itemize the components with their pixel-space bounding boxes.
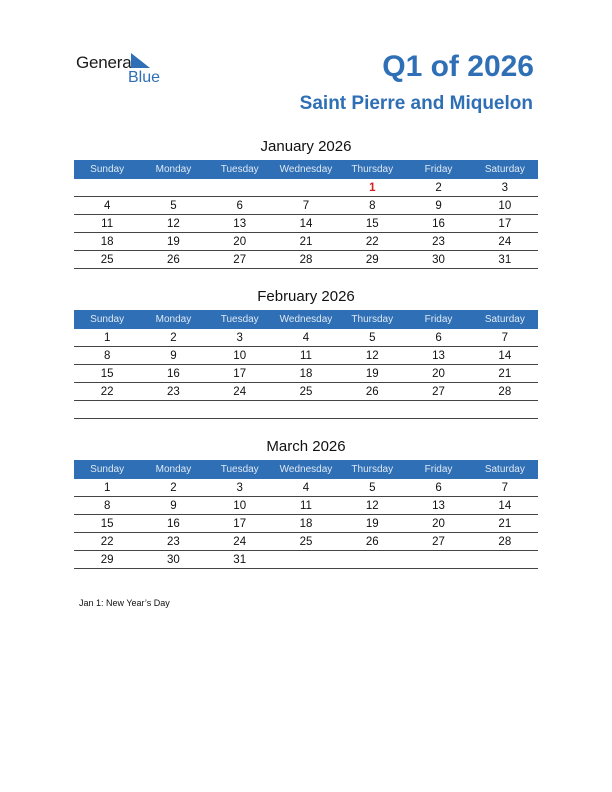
day-cell: 5 [369,331,376,344]
logo-general-text: General [76,53,136,72]
day-cell: 7 [501,331,509,344]
weekday-label: Friday [424,464,453,475]
weekday-label: Saturday [484,314,525,325]
day-cell: 24 [498,235,512,248]
weekday-label: Wednesday [279,464,333,475]
day-cell: 14 [299,217,313,230]
day-cell: 11 [300,349,312,362]
day-cell: 7 [501,481,509,494]
day-cell: 23 [167,535,180,548]
day-cell: 3 [501,181,509,194]
day-cell: 20 [233,235,247,248]
day-cell: 26 [167,253,180,266]
weekday-label: Friday [424,314,453,325]
week-row [74,347,538,365]
day-cell: 28 [498,385,512,398]
day-cell: 15 [365,217,379,230]
day-cell: 31 [233,553,247,566]
day-cell: 26 [365,385,379,398]
weekday-label: Sunday [90,314,125,325]
day-cell: 14 [498,349,512,362]
day-cell: 4 [302,331,310,344]
week-row [74,197,538,215]
weekday-label: Thursday [351,464,394,475]
day-cell: 23 [432,235,445,248]
holiday-day-cell: 1 [369,181,376,194]
day-cell: 19 [167,235,180,248]
day-cell: 12 [365,349,379,362]
day-cell: 30 [167,553,180,566]
day-cell: 30 [432,253,445,266]
day-cell: 16 [167,517,180,530]
day-cell: 5 [170,199,177,212]
day-cell: 18 [299,517,313,530]
day-grid [74,329,538,419]
day-cell: 6 [435,481,442,494]
day-cell: 20 [432,517,445,530]
day-cell: 11 [101,217,114,230]
day-cell: 13 [432,349,445,362]
month-february [74,288,538,419]
week-row [74,497,538,515]
day-cell: 8 [103,349,111,362]
day-cell: 7 [302,199,310,212]
day-cell: 8 [103,499,111,512]
day-cell: 2 [170,331,177,344]
weekday-label: Tuesday [220,464,259,475]
day-cell: 19 [365,367,379,380]
weekday-label: Wednesday [279,314,333,325]
day-cell: 15 [100,517,114,530]
day-cell: 9 [435,199,442,212]
day-cell: 13 [233,217,247,230]
day-cell: 15 [100,367,114,380]
weekday-header [74,160,538,179]
day-cell: 24 [233,535,247,548]
week-row [74,365,538,383]
weekday-label: Sunday [90,464,125,475]
day-cell: 16 [432,217,445,230]
day-cell: 18 [299,367,313,380]
day-cell: 2 [435,181,442,194]
weekday-label: Thursday [351,164,394,175]
week-row [74,383,538,401]
day-cell: 4 [103,199,111,212]
weekday-label: Friday [424,164,453,175]
month-title: February 2026 [257,288,355,305]
day-cell: 17 [233,517,247,530]
weekday-label: Tuesday [220,314,259,325]
day-cell: 10 [233,349,247,362]
logo-triangle-icon [131,53,150,68]
day-cell: 9 [170,349,177,362]
day-cell: 11 [300,499,312,512]
weekday-label: Sunday [90,164,125,175]
day-cell: 22 [100,535,114,548]
weekday-label: Wednesday [279,164,333,175]
day-cell: 2 [170,481,177,494]
day-cell: 3 [236,481,243,494]
week-row [74,401,538,419]
week-row [74,551,538,569]
day-cell: 21 [498,517,512,530]
day-cell: 19 [365,517,379,530]
weekday-label: Tuesday [220,164,259,175]
day-cell: 10 [498,199,512,212]
week-row [74,179,538,197]
day-cell: 16 [167,367,180,380]
day-cell: 27 [432,535,445,548]
weekday-header [74,460,538,479]
day-cell: 22 [365,235,379,248]
weekday-label: Saturday [484,464,525,475]
day-cell: 18 [100,235,114,248]
day-cell: 3 [236,331,243,344]
month-january [74,138,538,269]
day-cell: 31 [498,253,512,266]
day-cell: 25 [299,535,313,548]
page-title: Q1 of 2026 [382,50,534,83]
day-cell: 12 [167,217,180,230]
day-cell: 21 [498,367,512,380]
day-cell: 4 [302,481,310,494]
day-cell: 27 [233,253,247,266]
week-row [74,233,538,251]
day-cell: 9 [170,499,177,512]
day-cell: 21 [299,235,313,248]
weekday-label: Monday [155,164,192,175]
day-cell: 17 [498,217,512,230]
week-row [74,215,538,233]
day-cell: 27 [432,385,445,398]
day-cell: 8 [369,199,376,212]
day-cell: 23 [167,385,180,398]
weekday-label: Monday [155,464,192,475]
day-cell: 6 [236,199,243,212]
weekday-label: Thursday [351,314,394,325]
day-cell: 29 [365,253,379,266]
weekday-label: Saturday [484,164,525,175]
day-cell: 20 [432,367,445,380]
day-cell: 24 [233,385,247,398]
day-cell: 12 [365,499,379,512]
month-title: January 2026 [260,138,352,155]
day-cell: 10 [233,499,247,512]
day-cell: 17 [233,367,247,380]
week-row [74,329,538,347]
logo [76,52,186,88]
logo-blue-text: Blue [128,69,161,86]
week-row [74,533,538,551]
weekday-label: Monday [155,314,192,325]
day-cell: 28 [498,535,512,548]
day-cell: 29 [100,553,114,566]
weekday-header [74,310,538,329]
day-cell: 28 [299,253,313,266]
day-cell: 26 [365,535,379,548]
day-cell: 22 [100,385,114,398]
holiday-note: Jan 1: New Year’s Day [79,598,170,608]
week-row [74,515,538,533]
page-subtitle: Saint Pierre and Miquelon [299,93,533,114]
day-cell: 5 [369,481,376,494]
day-cell: 25 [100,253,114,266]
day-cell: 13 [432,499,445,512]
day-cell: 1 [103,481,111,494]
week-row [74,479,538,497]
day-cell: 6 [435,331,442,344]
day-cell: 25 [299,385,313,398]
day-grid [74,479,538,569]
month-march [74,438,538,569]
week-row [74,251,538,269]
day-cell: 14 [498,499,512,512]
day-cell: 1 [103,331,111,344]
month-title: March 2026 [266,438,346,455]
day-grid [74,179,538,269]
